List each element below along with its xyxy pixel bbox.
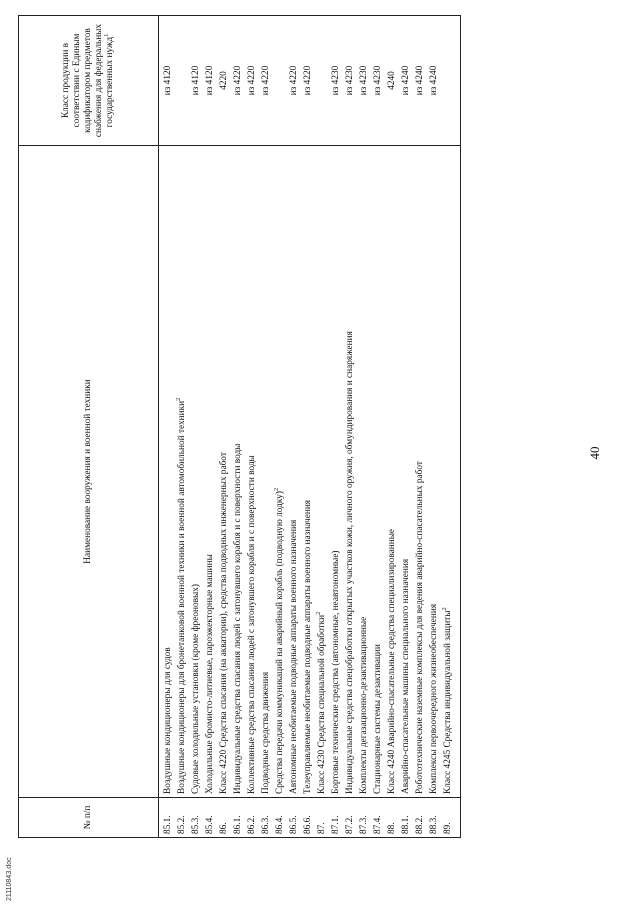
row-number: 89. <box>442 798 461 838</box>
row-footnote: 2 <box>272 487 280 492</box>
row-number: 87.2. <box>344 798 358 838</box>
row-name: Телеуправляемые необитаемые подводные аппараты военного назначения <box>303 499 313 794</box>
row-class-code: из 4230 <box>372 16 386 146</box>
table-row <box>260 16 274 838</box>
row-name-cell <box>159 146 176 798</box>
row-name-cell <box>358 146 372 798</box>
row-name: Подводные средства движения <box>261 671 271 794</box>
row-class-code <box>442 16 461 146</box>
row-number: 87.3. <box>358 798 372 838</box>
header-class-footnote: 1 <box>102 33 110 37</box>
table-row <box>344 16 358 838</box>
table-row <box>302 16 316 838</box>
row-name: Робототехнические наземные комплексы для ведения аварийно-спасательных работ <box>415 461 425 794</box>
row-name: Средства передачи коммуникаций на аварийный корабль (подводную лодку) <box>275 491 285 794</box>
header-class <box>19 16 159 146</box>
header-number: № п/п <box>19 798 159 838</box>
header-class-text: Класс продукции в соответствии с Единым кодификатором предметов снабжения для федеральных государственных нужд <box>61 23 115 138</box>
row-class-code: из 4220 <box>288 16 302 146</box>
row-number: 86.4. <box>274 798 288 838</box>
row-class-code: из 4220 <box>246 16 260 146</box>
row-number: 88.3. <box>428 798 442 838</box>
table-row <box>204 16 218 838</box>
row-class-code: из 4230 <box>358 16 372 146</box>
row-name: Автономные необитаемые подводные аппараты военного назначения <box>289 519 299 794</box>
row-name-cell <box>218 146 232 798</box>
table-row <box>274 16 288 838</box>
row-name-cell <box>330 146 344 798</box>
row-name-cell <box>288 146 302 798</box>
row-number: 87. <box>316 798 330 838</box>
table-row <box>442 16 461 838</box>
row-number: 88.1. <box>400 798 414 838</box>
row-name-cell <box>344 146 358 798</box>
row-number: 86. <box>218 798 232 838</box>
row-class-code: из 4240 <box>400 16 414 146</box>
row-name: Стационарные системы дезактивации <box>373 644 383 794</box>
row-name-cell <box>190 146 204 798</box>
row-number: 87.4. <box>372 798 386 838</box>
row-number: 87.1. <box>330 798 344 838</box>
row-name: Воздушные кондиционеры для судов <box>163 647 173 794</box>
row-class-code: из 4220 <box>232 16 246 146</box>
row-class-code: из 4120 <box>190 16 204 146</box>
row-number: 86.6. <box>302 798 316 838</box>
row-name-cell <box>204 146 218 798</box>
row-name-cell <box>274 146 288 798</box>
row-name: Класс 4240 Аварийно-спасательные средства специализированные <box>387 528 397 794</box>
table-row <box>232 16 246 838</box>
row-footnote: 2 <box>174 397 182 401</box>
table-header-row <box>19 16 159 838</box>
table-row <box>218 16 232 838</box>
row-name-cell <box>316 146 330 798</box>
row-name: Аварийно-спасательные машины специального назначения <box>401 558 411 794</box>
row-name: Судовые холодильные установки (кроме фреоновых) <box>191 583 201 794</box>
row-number: 86.5. <box>288 798 302 838</box>
page-number: 40 <box>587 446 602 460</box>
row-number: 88.2. <box>414 798 428 838</box>
table-row <box>414 16 428 838</box>
row-name-cell <box>372 146 386 798</box>
row-class-code <box>176 16 190 146</box>
table-row <box>386 16 400 838</box>
row-footnote: 2 <box>314 611 322 615</box>
row-name-cell <box>176 146 190 798</box>
row-class-code: из 4120 <box>159 16 176 146</box>
row-name: Индивидуальные средства спасания людей с затонувшего корабля и с поверхности воды <box>233 443 243 794</box>
row-name: Комплексы первоочередного жизнеобеспечения <box>429 603 439 794</box>
row-number: 88. <box>386 798 400 838</box>
row-class-code <box>274 16 288 146</box>
row-name-cell <box>400 146 414 798</box>
row-name: Класс 4220 Средства спасания (на акватории), средства подводных инженерных работ <box>219 452 229 794</box>
table-row <box>190 16 204 838</box>
row-number: 86.1. <box>232 798 246 838</box>
row-number: 86.2. <box>246 798 260 838</box>
row-name-cell <box>442 146 461 798</box>
row-name-cell <box>428 146 442 798</box>
row-name-cell <box>302 146 316 798</box>
row-name-cell <box>260 146 274 798</box>
row-name: Класс 4245 Средства индивидуальной защиты <box>443 610 453 794</box>
table-row <box>372 16 386 838</box>
table-row <box>176 16 190 838</box>
row-class-code: из 4220 <box>260 16 274 146</box>
footer-file-code: 2111084З.doc <box>6 857 13 901</box>
row-class-code: из 4230 <box>330 16 344 146</box>
weapons-classification-table <box>18 15 461 838</box>
row-name-cell <box>246 146 260 798</box>
row-number: 85.2. <box>176 798 190 838</box>
row-class-code: из 4220 <box>302 16 316 146</box>
table-row <box>316 16 330 838</box>
row-class-code: 4240 <box>386 16 400 146</box>
row-class-code: из 4230 <box>344 16 358 146</box>
row-name: Комплекты дегазационно-дезактивационные <box>359 616 369 794</box>
table-row <box>288 16 302 838</box>
header-name: Наименование вооружения и военной техники <box>19 146 159 798</box>
row-class-code: из 4240 <box>428 16 442 146</box>
row-number: 85.4. <box>204 798 218 838</box>
row-class-code: 4220 <box>218 16 232 146</box>
table-row <box>159 16 176 838</box>
row-name: Воздушные кондиционеры для бронетанковой военной техники и военной автомобильной техники <box>177 400 187 794</box>
row-name: Индивидуальные средства спецобработки открытых участков кожи, личного оружия, обмундирования и снаряжения <box>345 331 355 794</box>
row-class-code: из 4120 <box>204 16 218 146</box>
table-row <box>400 16 414 838</box>
table-row <box>246 16 260 838</box>
row-footnote: 2 <box>440 607 448 611</box>
row-name: Холодильные бромисто-литиевые, пароэжекторные машины <box>205 554 215 794</box>
table-row <box>428 16 442 838</box>
row-number: 85.3. <box>190 798 204 838</box>
row-number: 85.1. <box>159 798 176 838</box>
row-class-code: из 4240 <box>414 16 428 146</box>
row-name-cell <box>386 146 400 798</box>
table-row <box>358 16 372 838</box>
table-row <box>330 16 344 838</box>
row-number: 86.3. <box>260 798 274 838</box>
row-name-cell <box>414 146 428 798</box>
row-name: Коллективные средства спасания людей с затонувшего корабля и с поверхности воды <box>247 455 257 794</box>
row-class-code <box>316 16 330 146</box>
row-name-cell <box>232 146 246 798</box>
row-name: Класс 4230 Средства специальной обработки <box>317 614 327 794</box>
row-name: Бортовые технические средства (автономные, неавтономные) <box>331 550 341 794</box>
